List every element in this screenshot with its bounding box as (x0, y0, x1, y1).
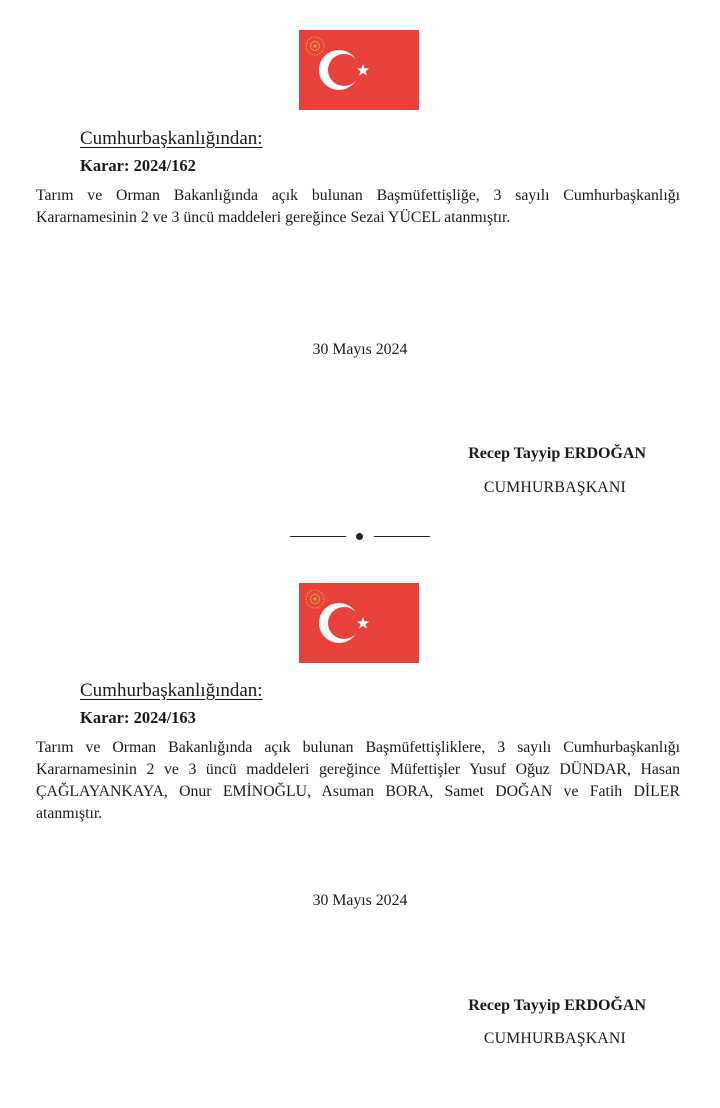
signatory-title: CUMHURBAŞKANI (483, 1030, 626, 1047)
turkish-flag-icon (299, 30, 419, 110)
decision-body: Tarım ve Orman Bakanlığında açık bulunan Başmüfettişliğe, 3 sayılı Cumhurbaşkanlığı Kararnamesinin 2 ve 3 üncü maddeleri gereğince Sezai YÜCEL atanmıştır. (36, 187, 680, 226)
issuer-heading: Cumhurbaşkanlığından: (80, 680, 263, 701)
issuer-heading: Cumhurbaşkanlığından: (80, 128, 263, 149)
decision-date: 30 Mayıs 2024 (312, 341, 408, 358)
signatory-title: CUMHURBAŞKANI (483, 479, 626, 496)
signatory-name: Recep Tayyip ERDOĞAN (468, 445, 646, 462)
separator-line-right (374, 536, 430, 537)
separator-dot-icon (356, 533, 363, 540)
decision-number: Karar: 2024/162 (80, 156, 196, 175)
turkish-flag-icon (299, 583, 419, 663)
section-separator (290, 528, 430, 544)
decision-date: 30 Mayıs 2024 (312, 892, 408, 909)
separator-line-left (290, 536, 346, 537)
signatory-name: Recep Tayyip ERDOĞAN (468, 997, 646, 1014)
decision-body: Tarım ve Orman Bakanlığında açık bulunan Başmüfettişliklere, 3 sayılı Cumhurbaşkanlığı Kararnamesinin 2 ve 3 üncü maddeleri gereğince Müfettişler Yusuf Oğuz DÜNDAR, Hasan ÇAĞLAYANKAYA, Onur EMİNOĞLU, Asuman BORA, Samet DOĞAN ve Fatih DİLER atanmıştır. (36, 739, 680, 822)
decision-number: Karar: 2024/163 (80, 708, 196, 727)
